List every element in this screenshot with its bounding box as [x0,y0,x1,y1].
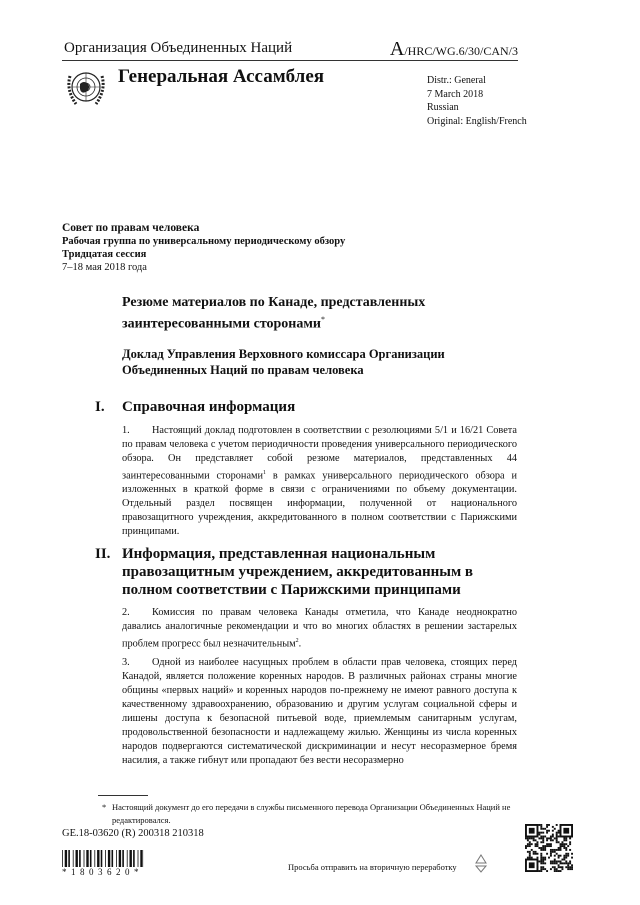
section-number: II. [95,546,111,562]
organization-name: Организация Объединенных Наций [64,40,293,56]
recycle-icon [470,852,492,874]
paragraph-number: 1. [122,425,130,436]
paragraph-text: . [298,638,302,650]
distribution-block [427,74,527,128]
job-number: GE.18-03620 (R) 200318 210318 [62,828,204,839]
paragraph [122,424,517,539]
document-subtitle: Доклад Управления Верховного комиссара Организации Объединенных Наций по правам человека [122,347,445,377]
footnote-ref[interactable]: 2 [295,638,299,644]
distribution-line: Distr.: General [427,75,486,86]
symbol-letter: A [389,38,405,60]
council-block [62,222,345,274]
un-emblem-icon [64,66,108,110]
footnote-marker: * [102,802,107,812]
working-group: Рабочая группа по универсальному периодическому обзору [62,236,346,247]
qr-code-icon [525,824,573,872]
paragraph [122,656,517,768]
session: Тридцатая сессия [62,249,147,260]
footnote [102,801,512,827]
date-line: 7 March 2018 [427,88,484,100]
paragraph-text: Комиссия по правам человека Канады отметила, что Канаде неоднократно давались аналогичные рекомендации и что во многих областях в решении застарелых проблем прогресс был незначительным [122,607,517,650]
section-number: I. [95,399,105,415]
symbol-rest: /HRC/WG.6/30/CAN/3 [404,44,518,58]
document-title [122,294,482,333]
header-rule [62,60,518,61]
section-title: Справочная информация [122,399,296,415]
paragraph-text: Одной из наиболее насущных проблем в области прав человека, стоящих перед Канадой, является положение коренных народов. В различных районах страны многие общины «первых наций» и коренных народов по-прежнему не имеют равного доступа к качественному здравоохранению, образованию и другим услугам социальной сферы и лишены доступа к безопасной питьевой воде, приемлемым санитарным услугам, продовольственной безопасности и надлежащему жилью. Женщины из числа коренных народов подвергаются систематической дискриминации и несут несоразмерное бремя насилия, а также гибнут или пропадают без вести несоразмерно [122,657,517,766]
section-title: Информация, представленная национальным правозащитным учреждением, аккредитованным в полном соответствии с Парижскими принципами [122,546,474,598]
footnote-ref[interactable]: 1 [263,470,267,476]
recycle-text: Просьба отправить на вторичную переработку [288,862,457,872]
footnote-text: Настоящий документ до его передачи в службы письменного перевода Организации Объединенных Наций не редактировался. [112,802,511,825]
paragraph-text: в рамках универсального периодического обзора и изложенных в краткой форме в связи с ограничениями по объему документации. Отдельный раздел посвящен информации, полученной от национального правозащитного учреждения, аккредитованного в полном соответствии с Парижскими принципами. [122,470,517,538]
paragraph-number: 2. [122,607,130,618]
barcode-number: *1803620* [62,867,143,877]
council-name: Совет по правам человека [62,222,200,234]
original-language-line: Original: English/French [427,115,527,127]
paragraph-text: Настоящий доклад подготовлен в соответствии с резолюциями 5/1 и 16/21 Совета по правам человека с учетом периодичности проведения универсального периодического обзора. Он представляет собой резюме материалов, представленных 44 заинтересованными сторонами [122,425,517,482]
footnote-rule [98,795,148,796]
paragraph [122,606,517,651]
document-symbol [390,38,518,61]
assembly-title: Генеральная Ассамблея [118,66,325,87]
title-text: Резюме материалов по Канаде, представленных заинтересованными сторонами [122,295,426,332]
title-footnote-marker: * [320,315,325,324]
language-line: Russian [427,102,459,113]
paragraph-number: 3. [122,657,130,668]
session-dates: 7–18 мая 2018 года [62,262,147,273]
